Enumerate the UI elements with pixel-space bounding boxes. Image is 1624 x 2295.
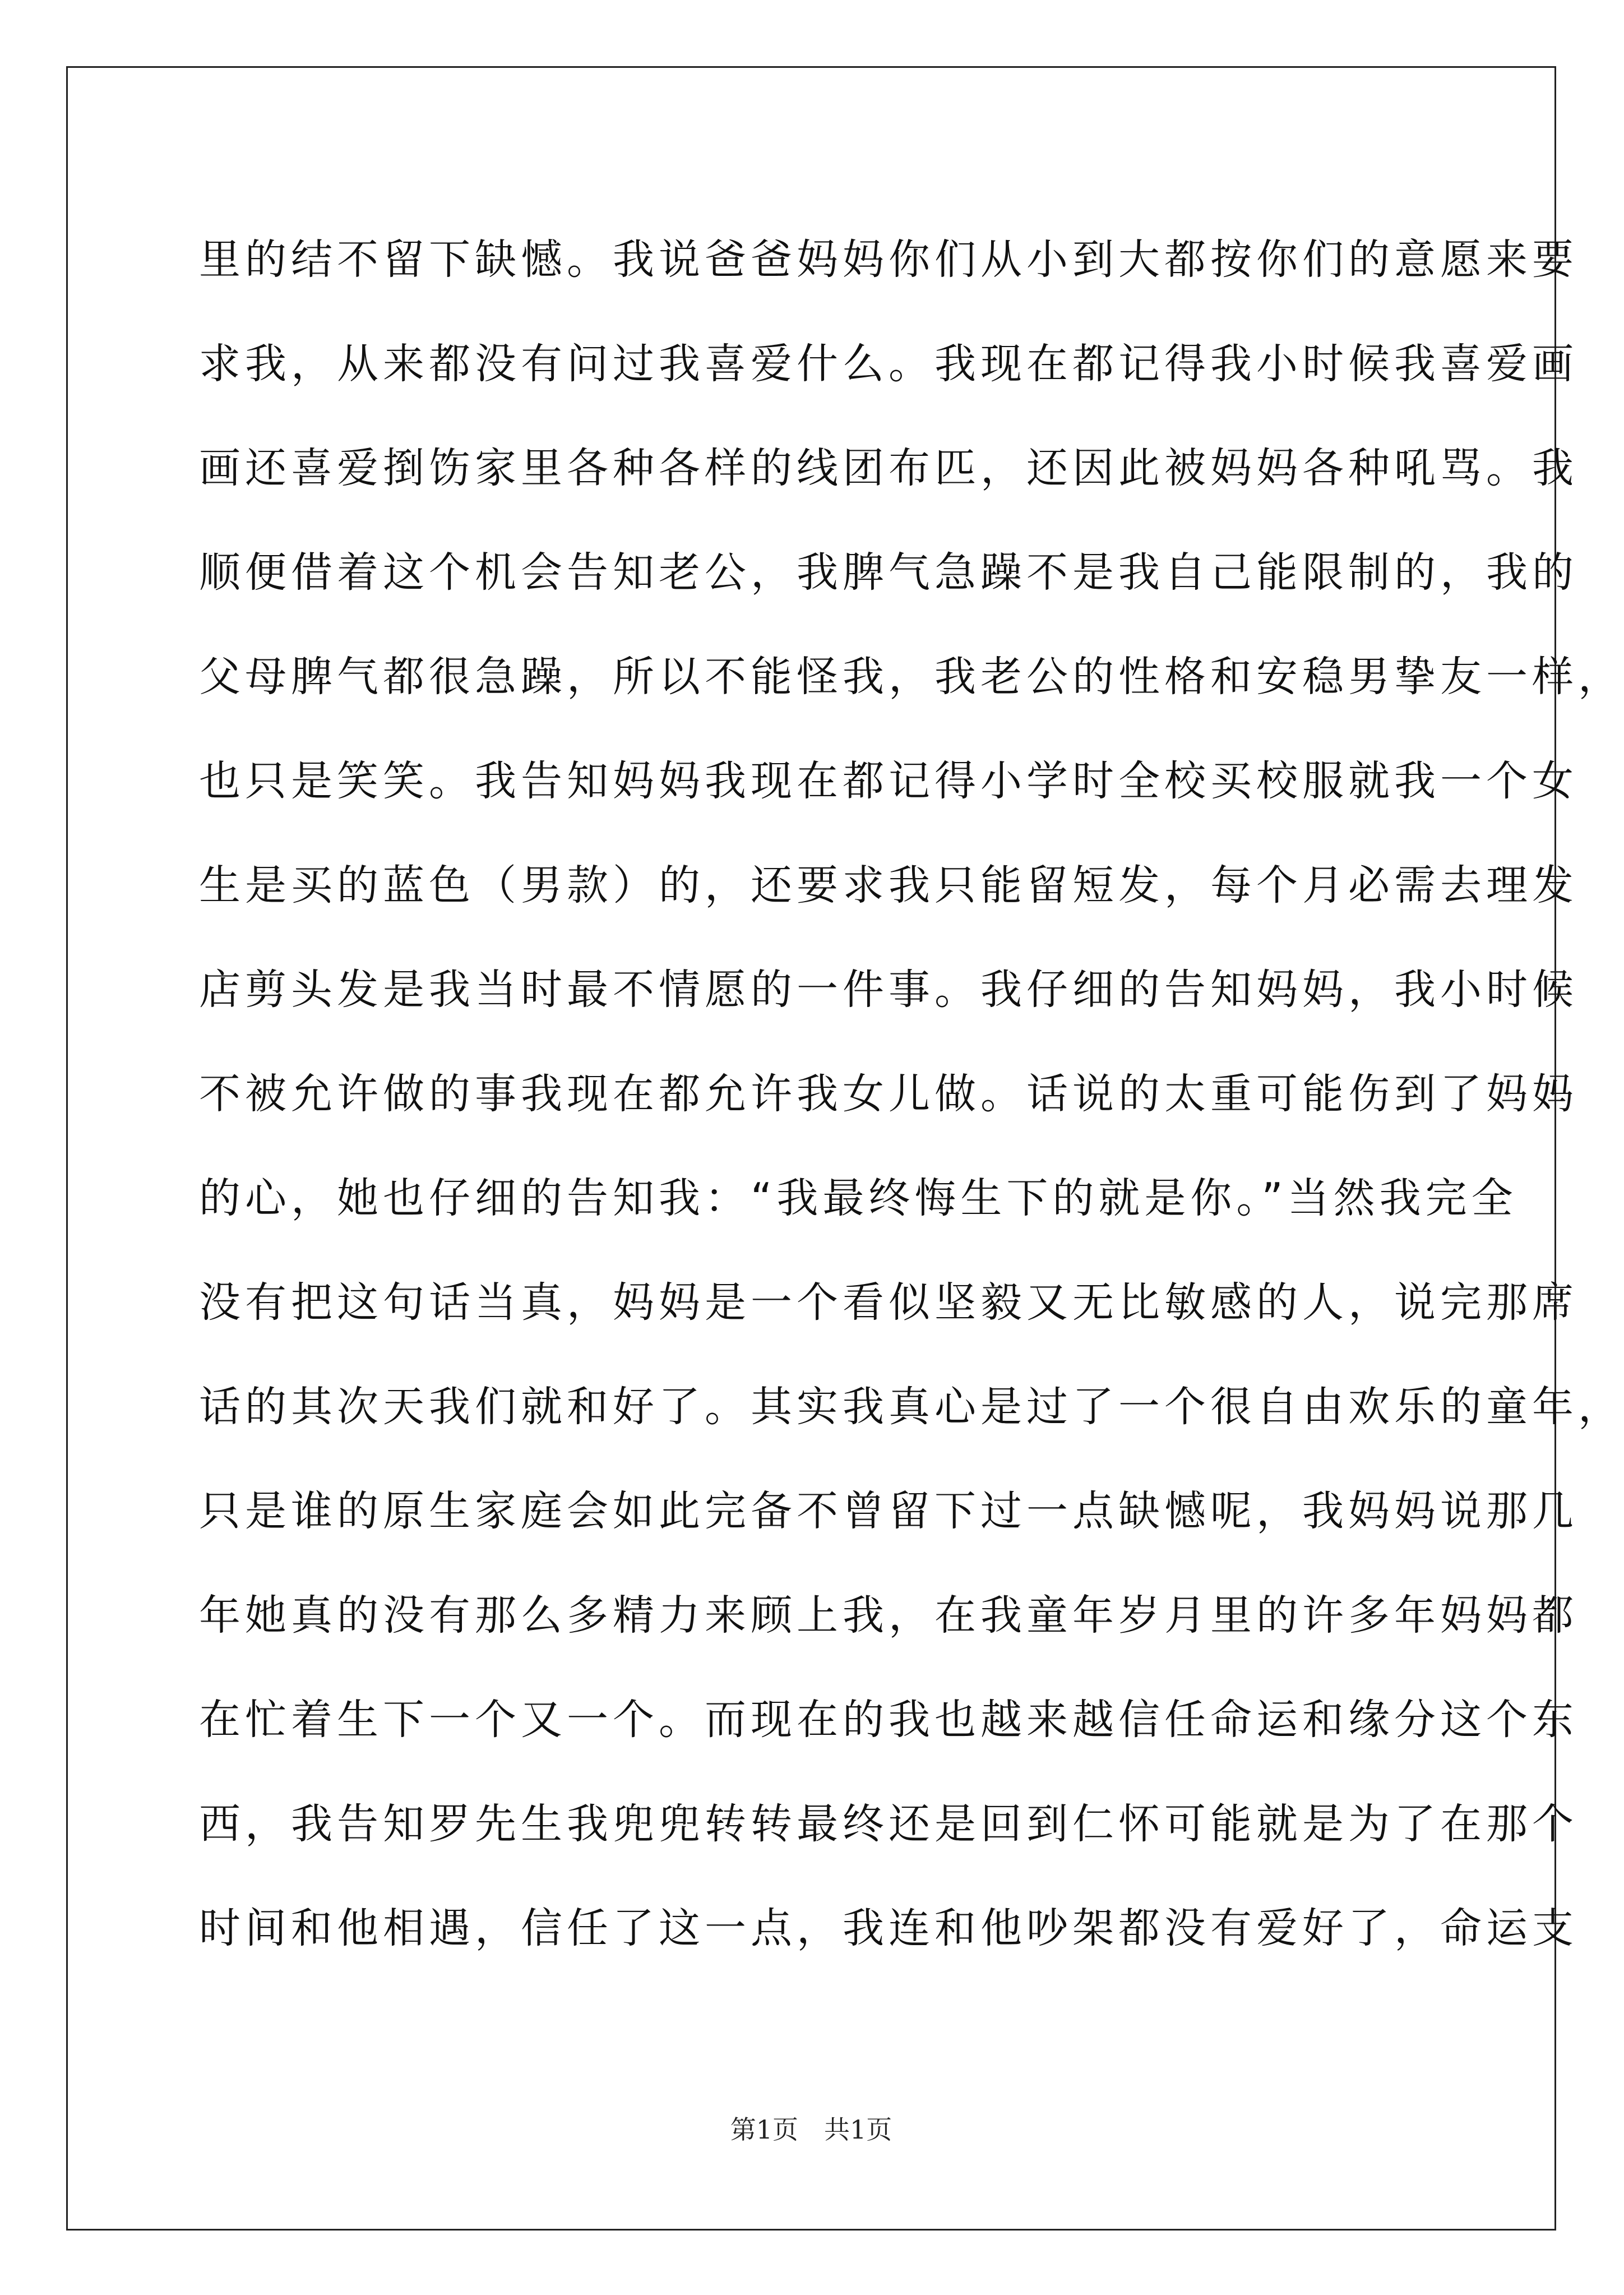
text-line: 不被允许做的事我现在都允许我女儿做。话说的太重可能伤到了妈妈 <box>199 1070 1578 1118</box>
text-line: 的心，她也仔细的告知我：“我最终悔生下的就是你。”当然我完全 <box>199 1174 1517 1222</box>
text-line: 生是买的蓝色（男款）的，还要求我只能留短发，每个月必需去理发 <box>199 861 1578 909</box>
text-line: 年她真的没有那么多精力来顾上我，在我童年岁月里的许多年妈妈都 <box>199 1591 1578 1640</box>
document-body <box>199 218 1624 1991</box>
text-line: 顺便借着这个机会告知老公，我脾气急躁不是我自己能限制的，我的 <box>199 548 1578 597</box>
text-line: 话的其次天我们就和好了。其实我真心是过了一个很自由欢乐的童年， <box>199 1383 1624 1431</box>
text-line: 父母脾气都很急躁，所以不能怪我，我老公的性格和安稳男挚友一样， <box>199 653 1624 701</box>
text-line: 画还喜爱捯饬家里各种各样的线团布匹，还因此被妈妈各种吼骂。我 <box>199 444 1578 492</box>
text-line: 只是谁的原生家庭会如此完备不曾留下过一点缺憾呢，我妈妈说那几 <box>199 1487 1578 1535</box>
text-line: 店剪头发是我当时最不情愿的一件事。我仔细的告知妈妈，我小时候 <box>199 966 1578 1014</box>
text-line: 没有把这句话当真，妈妈是一个看似坚毅又无比敏感的人，说完那席 <box>199 1278 1578 1327</box>
page-number-footer: 第1页 共1页 <box>730 2114 892 2145</box>
text-line: 在忙着生下一个又一个。而现在的我也越来越信任命运和缘分这个东 <box>199 1696 1578 1744</box>
text-line: 西，我告知罗先生我兜兜转转最终还是回到仁怀可能就是为了在那个 <box>199 1800 1578 1848</box>
text-line: 也只是笑笑。我告知妈妈我现在都记得小学时全校买校服就我一个女 <box>199 757 1578 805</box>
text-line: 求我，从来都没有问过我喜爱什么。我现在都记得我小时候我喜爱画 <box>199 340 1578 388</box>
text-line: 里的结不留下缺憾。我说爸爸妈妈你们从小到大都按你们的意愿来要 <box>199 235 1578 284</box>
text-line: 时间和他相遇，信任了这一点，我连和他吵架都没有爱好了，命运支 <box>199 1904 1578 1952</box>
